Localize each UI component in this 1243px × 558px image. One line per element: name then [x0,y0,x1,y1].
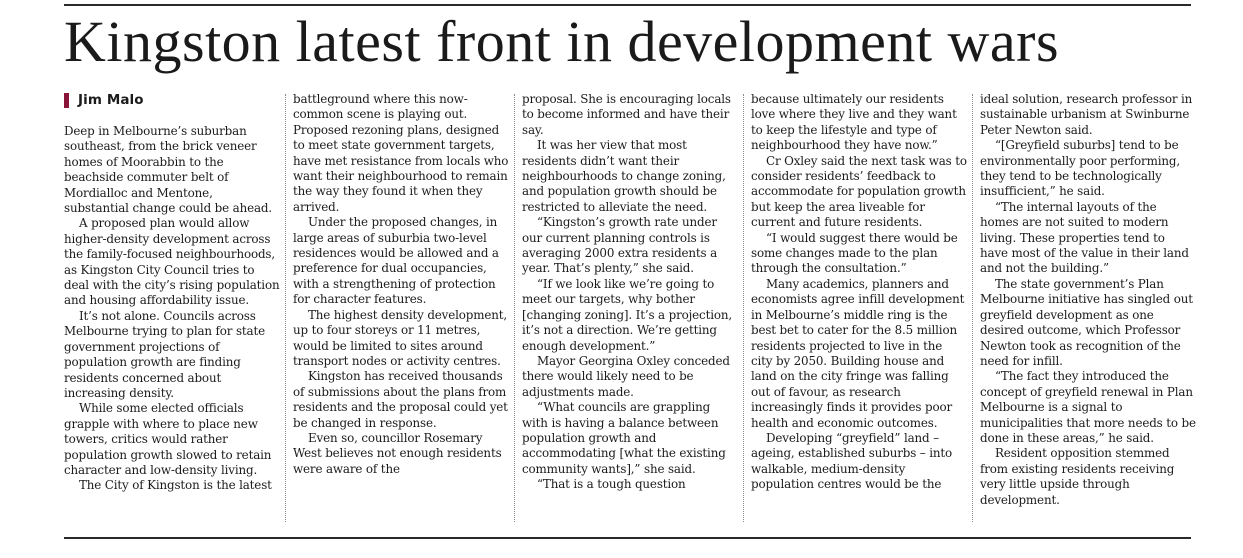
column-divider [285,94,286,522]
paragraph: “I would suggest there would be some changes made to the plan through the consultation.” [751,230,958,276]
byline [64,92,280,109]
paragraph: “If we look like we’re going to meet our targets, why bother [changing zoning]. It’s a projection, it’s not a direction. We’re getting enough development.” [522,276,732,353]
paragraph: Resident opposition stemmed from existing residents receiving very little upside through development. [980,446,1175,507]
article-column-3 [522,92,738,524]
paragraph: It was her view that most residents didn’t want their neighbourhoods to change zoning, and population growth should be restricted to alleviate the need. [522,138,726,214]
paragraph: “What councils are grappling with is having a balance between population growth and accommodating [what the existing community wants],” she said. [522,400,726,476]
column-divider [743,94,744,522]
paragraph: Even so, councillor Rosemary West believes not enough residents were aware of the [293,430,502,476]
paragraph: Kingston has received thousands of submissions about the plans from residents and the proposal could yet be changed in response. [293,369,508,430]
paragraph: “The internal layouts of the homes are not suited to modern living. These properties tend to have most of the value in their land and not the building.” [980,199,1189,276]
paragraph: ideal solution, research professor in sustainable urbanism at Swinburne Peter Newton said. [980,92,1193,137]
paragraph: because ultimately our residents love where they live and they want to keep the lifestyle and type of neighbourhood they have now.” [751,92,957,153]
article-column-5 [980,92,1196,524]
paragraph: Under the proposed changes, in large areas of suburbia two-level residences would be allowed and a preference for dual occupancies, with a strengthening of protection for character features. [293,215,499,307]
column-divider [972,94,973,522]
paragraph: The City of Kingston is the latest [79,478,272,493]
column-divider [514,94,515,522]
paragraph: “The fact they introduced the concept of greyfield renewal in Plan Melbourne is a signal to municipalities that more needs to be done in these areas,” he said. [980,369,1196,445]
paragraph: Developing “greyfield” land – ageing, established suburbs – into walkable, medium-density population centres would be the [751,430,953,492]
paragraph: battleground where this now-common scene is playing out. Proposed rezoning plans, designed to meet state government targets, have met resistance from locals who want their neighbourhood to remain the way they found it when they arrived. [293,92,509,214]
paragraph: “Kingston’s growth rate under our current planning controls is averaging 2000 extra residents a year. That’s plenty,” she said. [522,215,718,276]
paragraph: Deep in Melbourne’s suburban southeast, from the brick veneer homes of Moorabbin to the beachside commuter belt of Mordialloc and Mentone, substantial change could be ahead. [64,124,273,216]
paragraph: Mayor Georgina Oxley conceded there would likely need to be adjustments made. [522,353,730,399]
article-column-1 [64,92,280,524]
article-column-2 [293,92,509,524]
paragraph: Cr Oxley said the next task was to consider residents’ feedback to accommodate for population growth but keep the area liveable for current and future residents. [751,153,967,230]
paragraph: Many academics, planners and economists agree infill development in Melbourne’s middle ring is the best bet to cater for the 8.5 million residents projected to live in the city by 2050. Building house and land on the city fringe was falling out of favour, as research increasingly finds it provides poor health and economic outcomes. [751,276,965,430]
author-name: Jim Malo [78,92,144,108]
article-body [64,92,1198,524]
paragraph: “[Greyfield suburbs] tend to be environmentally poor performing, they tend to be technologically insufficient,” he said. [980,138,1180,199]
article-column-4 [751,92,967,524]
paragraph: A proposed plan would allow higher-density development across the family-focused neighbourhoods, as Kingston City Council tries to deal with the city’s rising population and housing affordability issue. [64,216,280,308]
bottom-rule [64,537,1191,539]
paragraph: While some elected officials grapple with where to place new towers, critics would rather population growth slowed to retain character and low-density living. [64,401,272,477]
byline-accent-bar [64,93,69,108]
paragraph: proposal. She is encouraging locals to become informed and have their say. [522,92,731,137]
paragraph: The state government’s Plan Melbourne initiative has singled out greyfield development as one desired outcome, which Professor Newton took as recognition of the need for infill. [980,276,1193,368]
paragraph: “That is a tough question [537,477,686,492]
headline: Kingston latest front in development wars [64,9,1060,74]
paragraph: It’s not alone. Councils across Melbourne trying to plan for state government projections of population growth are finding residents concerned about increasing density. [64,308,266,400]
paragraph: The highest density development, up to four storeys or 11 metres, would be limited to sites around transport nodes or activity centres. [293,307,508,368]
